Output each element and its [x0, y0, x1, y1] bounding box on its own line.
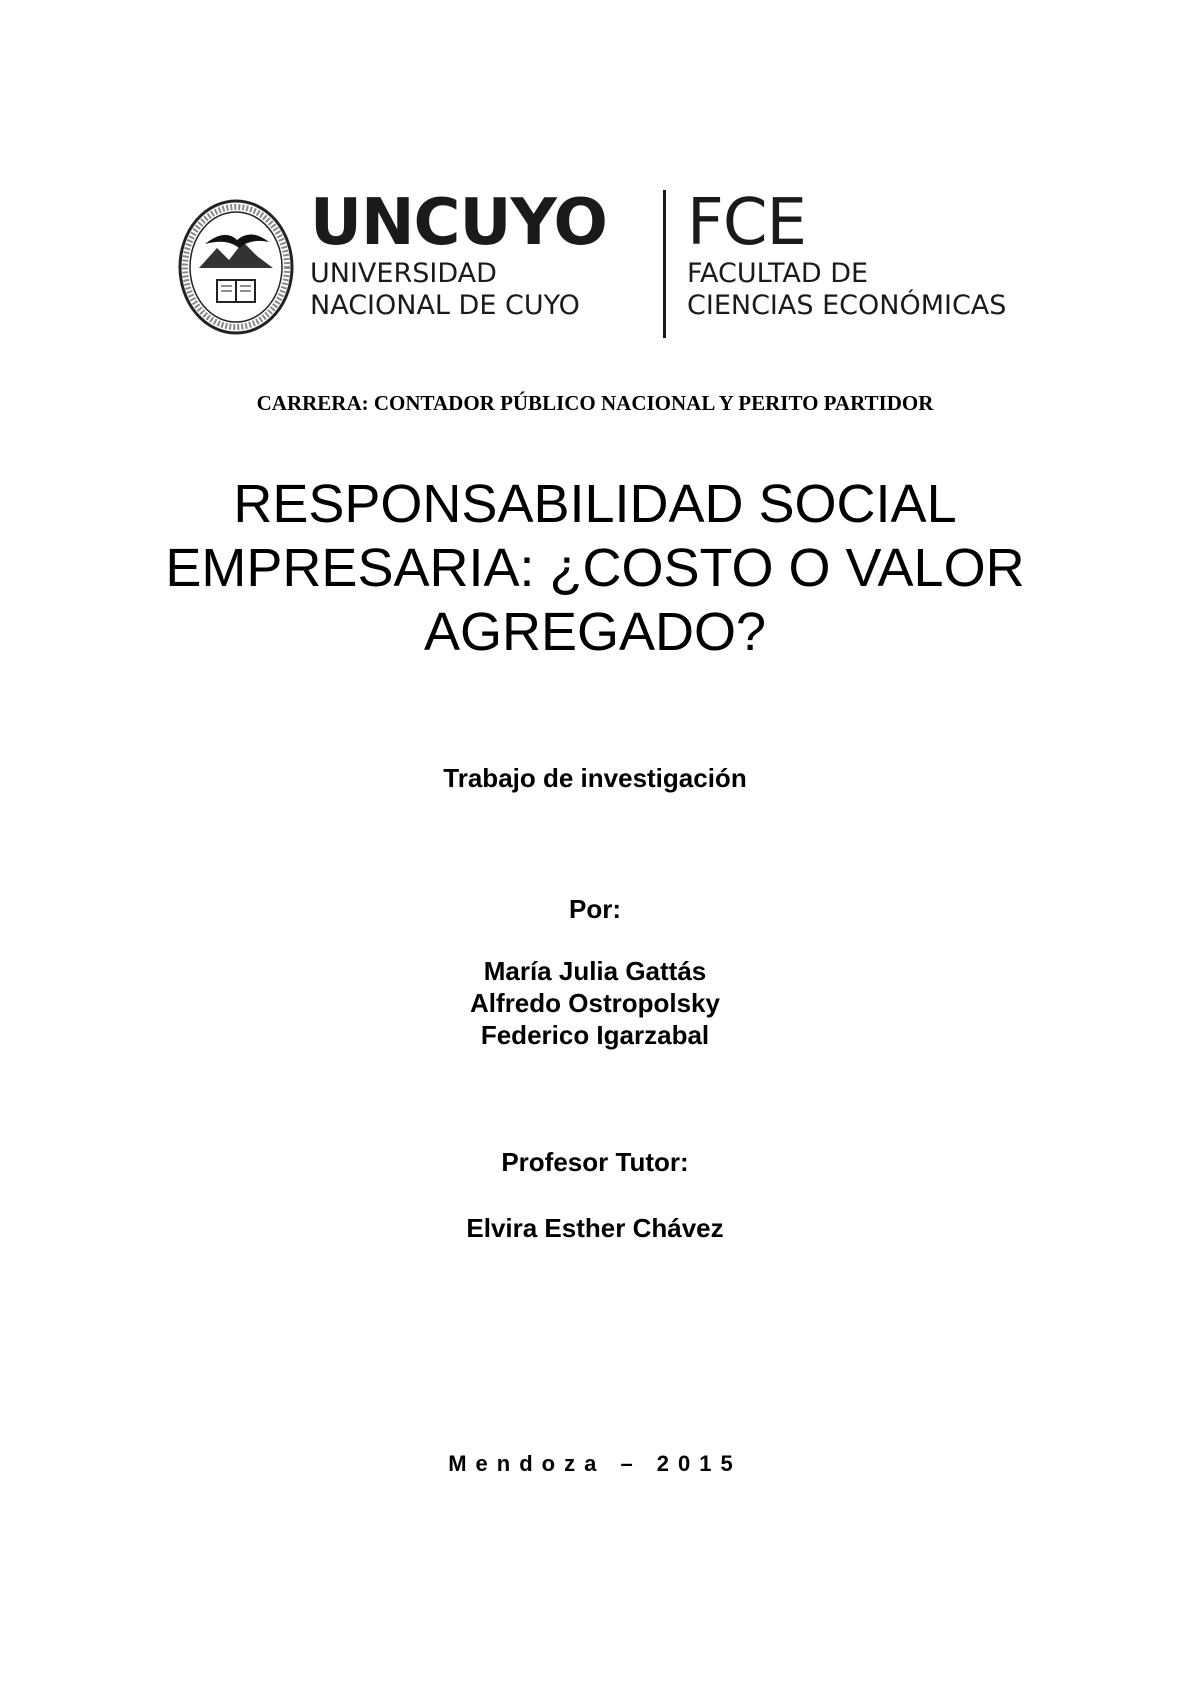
document-type: Trabajo de investigación: [443, 763, 747, 793]
author-name: Alfredo Ostropolsky: [470, 988, 720, 1018]
author-name: Federico Igarzabal: [480, 1020, 710, 1050]
university-name-line2: NACIONAL DE CUYO: [310, 290, 580, 321]
tutor-label: Profesor Tutor:: [501, 1147, 689, 1177]
authors-label: Por:: [569, 894, 621, 924]
title-line-1: RESPONSABILIDAD SOCIAL: [233, 474, 957, 534]
career-heading: CARRERA: CONTADOR PÚBLICO NACIONAL Y PERITO PARTIDOR: [256, 391, 934, 415]
faculty-name-line1: FACULTAD DE: [687, 258, 869, 289]
university-wordmark: [310, 186, 630, 322]
tutor-name: Elvira Esther Chávez: [466, 1213, 724, 1243]
logo-divider: [663, 190, 666, 338]
faculty-wordmark: [687, 186, 1067, 322]
author-name: María Julia Gattás: [483, 956, 707, 986]
place-and-year: Mendoza – 2015: [448, 1451, 742, 1476]
document-title: [120, 472, 1070, 664]
title-line-3: AGREGADO?: [423, 602, 767, 662]
title-line-2: EMPRESARIA: ¿COSTO O VALOR: [165, 538, 1025, 598]
institution-logo: [175, 186, 1075, 350]
faculty-name-line2: CIENCIAS ECONÓMICAS: [687, 290, 1007, 321]
university-name-line1: UNIVERSIDAD: [310, 258, 497, 289]
university-acronym: UNCUYO: [310, 186, 607, 260]
faculty-acronym: FCE: [687, 186, 806, 260]
authors-list: [0, 955, 1190, 1051]
university-seal-icon: [177, 198, 295, 336]
